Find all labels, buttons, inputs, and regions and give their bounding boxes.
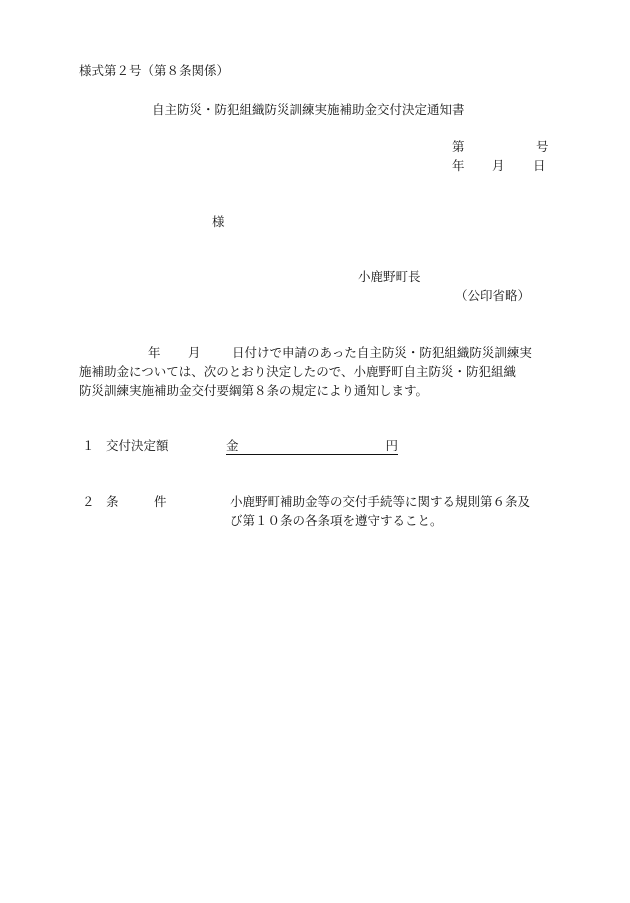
date-year: 年: [452, 158, 465, 173]
body-year: 年: [148, 345, 161, 360]
seal-note: （公印省略）: [455, 288, 531, 303]
item-2-label-a: 条: [106, 494, 119, 509]
body-line-1: 日付けで申請のあった自主防災・防犯組織防災訓練実: [232, 345, 532, 360]
item-1-number: １: [82, 438, 95, 453]
document-number-label: 第: [452, 139, 465, 154]
date-day: 日: [533, 158, 546, 173]
item-2-label-b: 件: [154, 494, 167, 509]
form-number: 様式第２号（第８条関係）: [79, 63, 230, 78]
body-month: 月: [188, 345, 201, 360]
addressee-suffix: 様: [212, 214, 225, 229]
date-month: 月: [492, 158, 505, 173]
body-line-3: 防災訓練実施補助金交付要綱第８条の規定により通知します。: [79, 383, 429, 398]
document-number-suffix: 号: [536, 139, 549, 154]
amount-prefix: 金: [226, 438, 239, 453]
item-2-text-line-1: 小鹿野町補助金等の交付手続等に関する規則第６条及: [230, 494, 531, 509]
item-1-label: 交付決定額: [106, 438, 169, 453]
item-2-number: ２: [82, 494, 95, 509]
item-2-text-line-2: び第１０条の各条項を遵守すること。: [230, 513, 443, 528]
document-title: 自主防災・防犯組織防災訓練実施補助金交付決定通知書: [152, 102, 465, 117]
issuer-name: 小鹿野町長: [358, 269, 421, 284]
body-line-2: 施補助金については、次のとおり決定したので、小鹿野町自主防災・防犯組織: [79, 364, 517, 379]
amount-suffix: 円: [385, 438, 398, 453]
grant-amount-field: [226, 437, 398, 455]
